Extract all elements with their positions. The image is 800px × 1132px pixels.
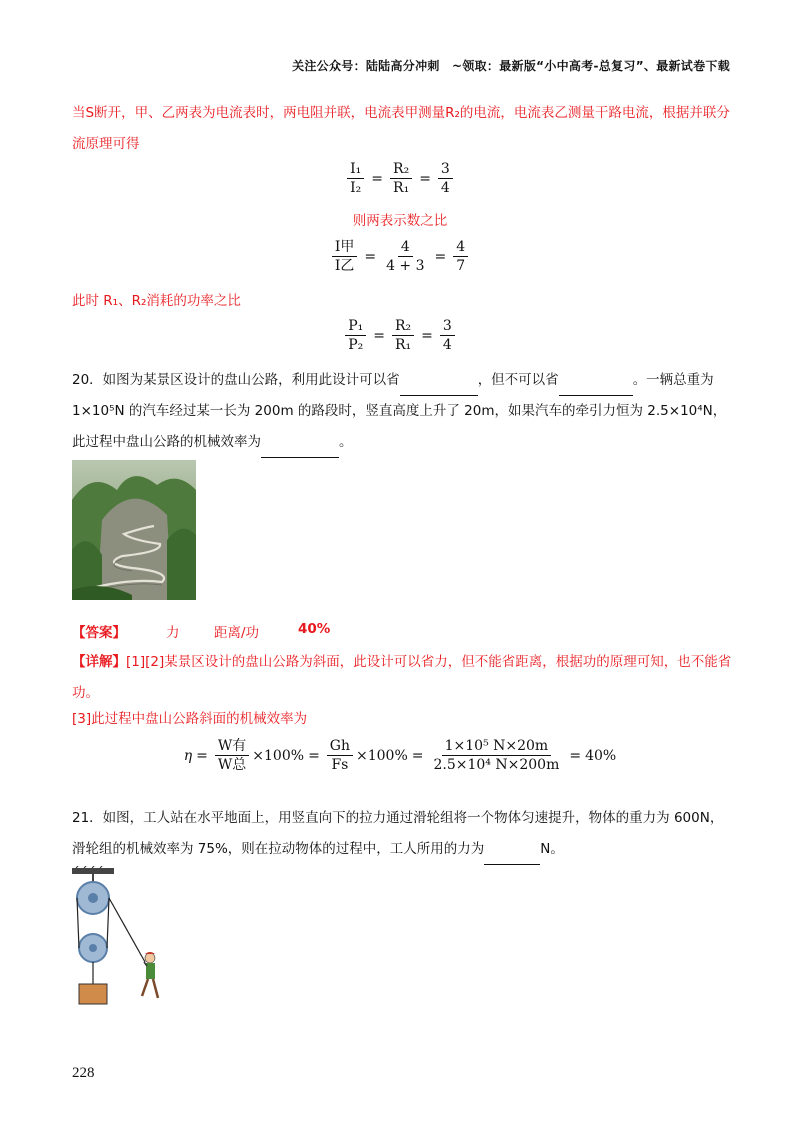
answer-blank[interactable]	[484, 846, 540, 865]
sol19-eq3: $\frac{\text{P₁}}{\text{P₂}}$ = $\frac{\text{R₂}}{\text{R₁}}$ = $\frac{3}{4}$	[0, 317, 800, 354]
q20-efficiency-equation: η = $\frac{\text{W有}}{\text{W总}}$ ×100% = $\frac{Gh}{Fs}$ ×100% = $\frac{\text{1×10⁵ N×20m}}{\text{2.5×10⁴ N×200m}}$ = 40%	[183, 738, 617, 773]
sol19-eq2: $\frac{\text{I甲}}{\text{I乙}}$ = $\frac{4}{4 + 3}$ = $\frac{4}{7}$	[0, 238, 800, 275]
sol19-intro: 当S断开，甲、乙两表为电流表时，两电阻并联，电流表甲测量R₂的电流，电流表乙测量干路电流，根据并联分流原理可得	[72, 105, 730, 152]
page-header: 关注公众号：陆陆高分冲刺 ~领取：最新版“小中高考-总复习”、最新试卷下载	[292, 59, 730, 73]
pulley-system-figure	[70, 866, 170, 1006]
sol19-eq1: $\frac{\text{I₁}}{\text{I₂}}$ = $\frac{\text{R₂}}{\text{R₁}}$ = $\frac{3}{4}$	[0, 160, 800, 197]
sol19-power-text: 此时 R₁、R₂消耗的功率之比	[72, 293, 241, 309]
q20-answer-row: 【答案】 力 距离/功 40%	[72, 621, 331, 641]
q20-detail-2: [3]此过程中盘山公路斜面的机械效率为	[72, 711, 308, 727]
sol19-then: 则两表示数之比	[352, 213, 448, 229]
answer-blank[interactable]	[261, 439, 339, 458]
answer-blank[interactable]	[400, 377, 478, 396]
page-number: 228	[72, 1065, 95, 1081]
q20-detail: 【详解】[1][2]某景区设计的盘山公路为斜面，此设计可以省力，但不能省距离，根据功的原理可知，也不能省功。	[72, 654, 732, 701]
worker-figure	[142, 952, 158, 998]
q21-question: 21．如图，工人站在水平地面上，用竖直向下的拉力通过滑轮组将一个物体匀速提升，物体的重力为 600N，滑轮组的机械效率为 75%，则在拉动物体的过程中，工人所用的力为 N。	[72, 803, 732, 865]
answer-blank[interactable]	[559, 377, 633, 396]
mountain-road-photo	[72, 460, 196, 600]
q20-question: 20．如图为某景区设计的盘山公路，利用此设计可以省 ，但不可以省 。一辆总重为 1×10⁵N 的汽车经过某一长为 200m 的路段时，竖直高度上升了 20m，如果汽车的牵引力恒为 2.5×10⁴N，此过程中盘山公路的机械效率为 。	[72, 365, 732, 458]
